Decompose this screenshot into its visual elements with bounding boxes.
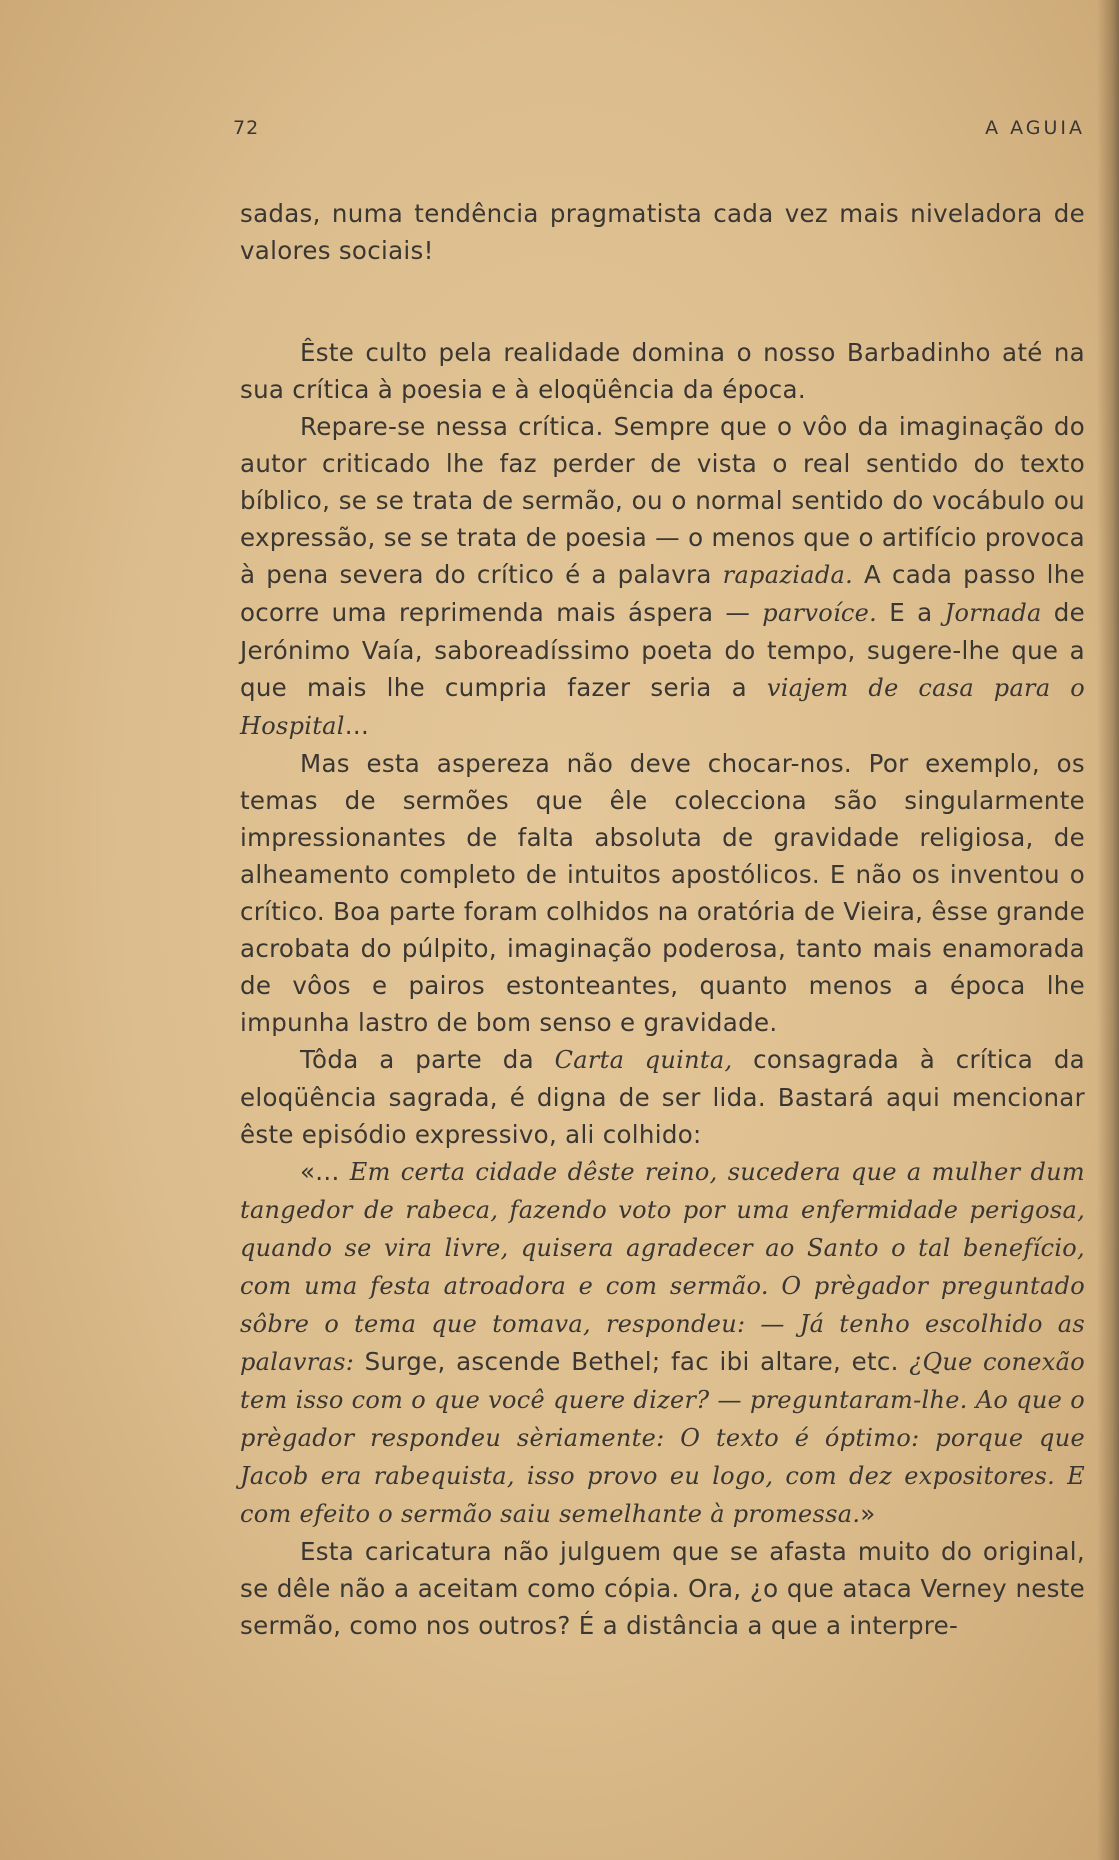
paragraph-7: Esta caricatura não julguem que se afasta muito do original, se dêle não a aceitam como cópia. Ora, ¿o que ataca Verney neste sermão, como nos outros? É a distância a que a interpre- (240, 1537, 1085, 1640)
text-run: Repare-se nessa crítica. Sempre que o vôo da imaginação do autor criticado lhe faz perder de vista o real sentido do texto bíblico, se se trata de sermão, ou o normal sentido do vocábulo ou expressão, se se trata de poesia — o menos que o artifício provoca à pena severa do crítico é a palavra (240, 412, 1085, 589)
italic-run: Em certa cidade dêste reino, sucedera que a mulher dum tangedor de rabeca, fazendo voto por uma enfermidade perigosa, quando se vira livre, quisera agradecer ao Santo o tal benefício, com uma festa atroadora e com sermão. O prègador preguntado sôbre o tema que tomava, respondeu: — Já tenho escolhido as palavras: (240, 1158, 1085, 1376)
paragraph-4: Mas esta aspereza não deve chocar-nos. Por exemplo, os temas de sermões que êle colecciona são singularmente impressionantes de falta absoluta de gravidade religiosa, de alheamento completo de intuitos apostólicos. E não os inventou o crítico. Boa parte foram colhidos na oratória de Vieira, êsse grande acrobata do púlpito, imaginação poderosa, tanto mais enamorada de vôos e pairos estonteantes, quanto menos a época lhe impunha lastro de bom senso e gravidade. (240, 749, 1085, 1037)
quotation (240, 1153, 1085, 1533)
paragraph-2: Êste culto pela realidade domina o nosso Barbadinho até na sua crítica à poesia e à eloqüência da época. (240, 338, 1085, 404)
text-run: consagrada à crítica da eloqüência sagrada, é digna de ser lida. Bastará aqui mencionar êste episódio expressivo, ali colhido: (240, 1045, 1085, 1149)
text-run: Surge, ascende Bethel; fac ibi altare, etc. (354, 1347, 910, 1376)
text-run: » (860, 1499, 876, 1528)
text-run: Tôda a parte da (300, 1045, 555, 1074)
italic-run: rapaziada. (722, 561, 854, 589)
text-run: ... (344, 711, 370, 740)
text-run: «... (300, 1157, 350, 1186)
paragraph-5 (240, 1041, 1085, 1153)
text-run: de Jerónimo Vaía, saboreadíssimo poeta do tempo, sugere-lhe que a que mais lhe cumpria fazer seria a (240, 598, 1085, 702)
paragraph-1: sadas, numa tendência pragmatista cada vez mais niveladora de valores sociais! (240, 199, 1085, 265)
page-number: 72 (233, 117, 260, 139)
italic-run: parvoíce. (762, 599, 878, 627)
italic-run: Carta quinta, (554, 1046, 733, 1074)
paragraph-3 (240, 408, 1085, 745)
text-run: E a (877, 598, 945, 627)
italic-run: viajem de casa para o Hospital (240, 674, 1085, 740)
body-text (240, 195, 1085, 1644)
italic-run: Jornada (944, 599, 1042, 627)
text-run: A cada passo lhe ocorre uma reprimenda mais áspera — (240, 560, 1085, 627)
page-edge-shadow (1097, 0, 1119, 1860)
running-title: A AGUIA (985, 117, 1085, 139)
italic-run: ¿Que conexão tem isso com o que você quere dizer? — preguntaram-lhe. Ao que o prègador respondeu sèriamente: O texto é óptimo: porque que Jacob era rabequista, isso provo eu logo, com dez expositores. E com efeito o sermão saiu semelhante à promessa. (240, 1348, 1086, 1528)
